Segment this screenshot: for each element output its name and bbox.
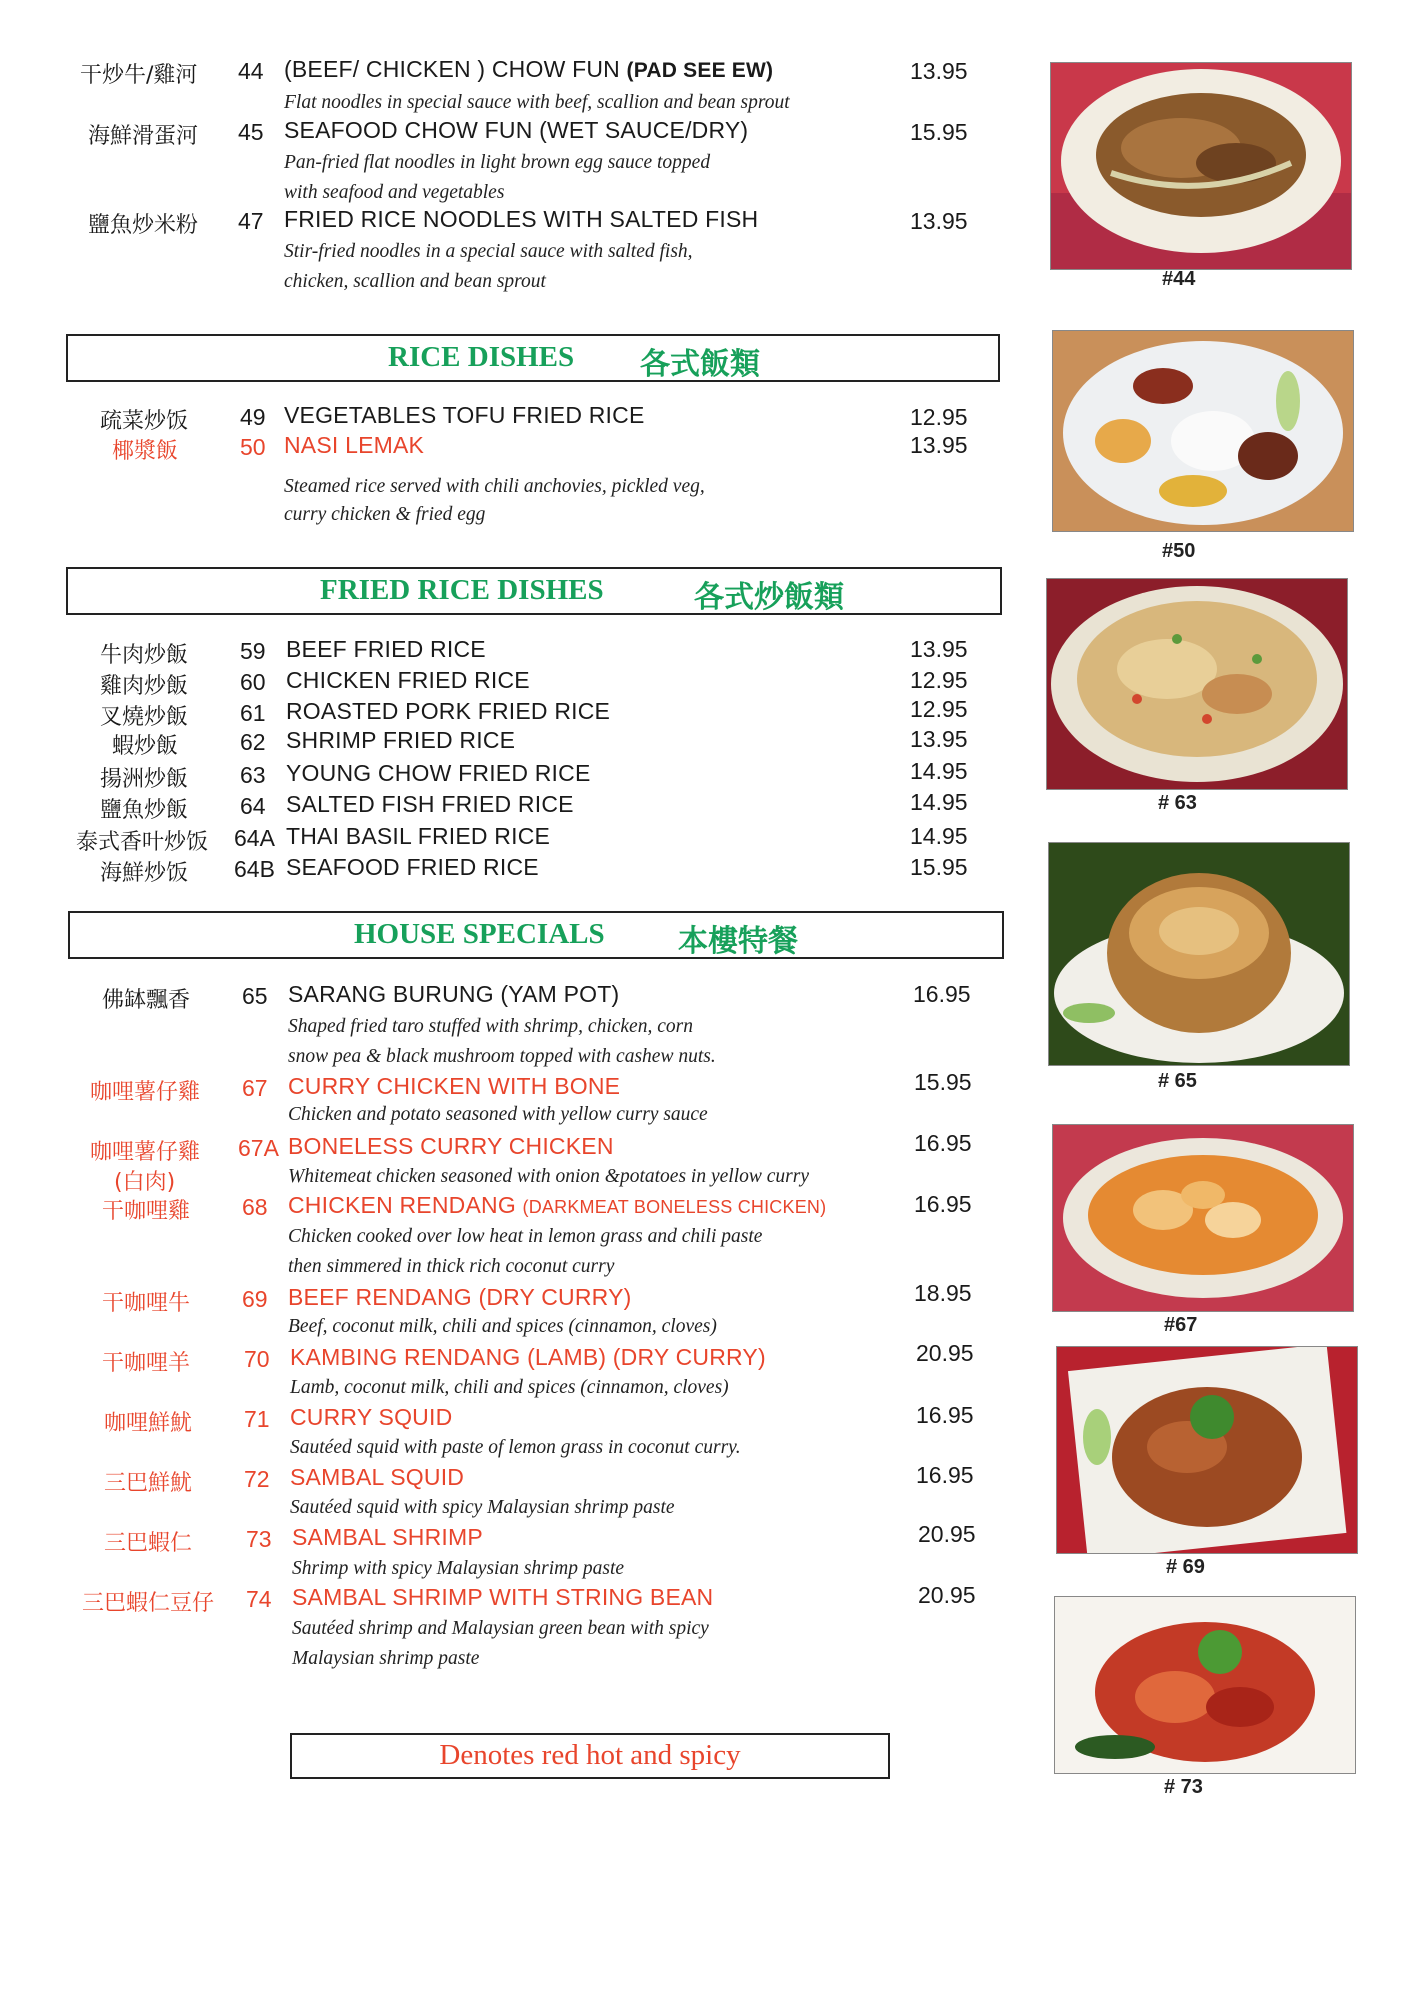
item-74-number: 74 [246, 1586, 272, 1612]
fried-item-price: 13.95 [910, 726, 968, 752]
fried-rice-dishes-title: FRIED RICE DISHES [320, 574, 604, 606]
item-68-name: CHICKEN RENDANG (DARKMEAT BONELESS CHICKEN) [288, 1192, 827, 1218]
item-70-price: 20.95 [916, 1340, 974, 1366]
house-specials-title: HOUSE SPECIALS [354, 918, 605, 950]
item-68-price: 16.95 [914, 1191, 972, 1217]
item-70-chinese: 干咖哩羊 [102, 1351, 191, 1376]
item-69-name: BEEF RENDANG (DRY CURRY) [288, 1284, 632, 1310]
item-67-price: 15.95 [914, 1069, 972, 1095]
item-47-name: FRIED RICE NOODLES WITH SALTED FISH [284, 206, 759, 232]
house-specials-header [68, 911, 1004, 959]
item-68-description-1: Chicken cooked over low heat in lemon grass and chili paste [288, 1226, 763, 1247]
fried-item-price: 12.95 [910, 667, 968, 693]
item-50-price: 13.95 [910, 432, 968, 458]
item-49-price: 12.95 [910, 404, 968, 430]
fried-item-chinese: 揚洲炒飯 [100, 767, 189, 792]
item-44-description: Flat noodles in special sauce with beef, scallion and bean sprout [284, 92, 790, 113]
item-44-chinese: 干炒牛/雞河 [80, 63, 198, 88]
fried-item-number: 61 [240, 700, 266, 726]
fried-item-number: 64B [234, 856, 275, 882]
item-67-number: 67 [242, 1075, 268, 1101]
item-67a-price: 16.95 [914, 1130, 972, 1156]
item-69-description: Beef, coconut milk, chili and spices (cinnamon, cloves) [288, 1316, 717, 1337]
item-72-price: 16.95 [916, 1462, 974, 1488]
item-65-name: SARANG BURUNG (YAM POT) [288, 981, 620, 1007]
photo-caption-44: #44 [1162, 268, 1196, 290]
item-49-number: 49 [240, 404, 266, 430]
fried-item-name: CHICKEN FRIED RICE [286, 667, 530, 693]
item-68-chinese: 干咖哩雞 [102, 1199, 191, 1224]
item-68-description-2: then simmered in thick rich coconut curry [288, 1256, 615, 1277]
item-47-price: 13.95 [910, 208, 968, 234]
item-74-price: 20.95 [918, 1582, 976, 1608]
item-47-description-1: Stir-fried noodles in a special sauce with salted fish, [284, 241, 693, 262]
fried-item-price: 14.95 [910, 789, 968, 815]
fried-item-price: 12.95 [910, 696, 968, 722]
fried-item-name: ROASTED PORK FRIED RICE [286, 698, 611, 724]
item-45-description-2: with seafood and vegetables [284, 182, 505, 203]
fried-item-chinese: 牛肉炒飯 [100, 643, 189, 668]
fried-item-chinese: 海鮮炒饭 [100, 861, 189, 886]
item-49-name: VEGETABLES TOFU FRIED RICE [284, 402, 645, 428]
photo-caption-69: # 69 [1166, 1556, 1205, 1578]
item-67-name: CURRY CHICKEN WITH BONE [288, 1073, 621, 1099]
item-44-name: (BEEF/ CHICKEN ) CHOW FUN (PAD SEE EW) [284, 56, 774, 82]
item-67a-name: BONELESS CURRY CHICKEN [288, 1133, 614, 1159]
item-45-name: SEAFOOD CHOW FUN (WET SAUCE/DRY) [284, 117, 749, 143]
spicy-legend-box [290, 1733, 890, 1779]
item-71-chinese: 咖哩鮮魷 [104, 1411, 193, 1436]
item-74-chinese: 三巴蝦仁豆仔 [82, 1591, 215, 1616]
photo-caption-63: # 63 [1158, 792, 1197, 814]
fried-item-number: 63 [240, 762, 266, 788]
item-73-number: 73 [246, 1526, 272, 1552]
item-65-description-2: snow pea & black mushroom topped with cashew nuts. [288, 1046, 716, 1067]
item-71-price: 16.95 [916, 1402, 974, 1428]
item-68-number: 68 [242, 1194, 268, 1220]
item-70-number: 70 [244, 1346, 270, 1372]
fried-item-chinese: 蝦炒飯 [112, 734, 179, 759]
item-74-description-2: Malaysian shrimp paste [292, 1648, 480, 1669]
item-44-number: 44 [238, 58, 264, 84]
photo-caption-67: #67 [1164, 1314, 1198, 1336]
item-47-description-2: chicken, scallion and bean sprout [284, 271, 546, 292]
item-73-description: Shrimp with spicy Malaysian shrimp paste [292, 1558, 625, 1579]
fried-item-price: 13.95 [910, 636, 968, 662]
item-69-chinese: 干咖哩牛 [102, 1291, 191, 1316]
fried-item-number: 59 [240, 638, 266, 664]
item-47-number: 47 [238, 208, 264, 234]
item-47-chinese: 鹽魚炒米粉 [88, 213, 199, 238]
fried-item-name: SALTED FISH FRIED RICE [286, 791, 574, 817]
fried-item-number: 64 [240, 793, 266, 819]
item-73-name: SAMBAL SHRIMP [292, 1524, 483, 1550]
item-73-price: 20.95 [918, 1521, 976, 1547]
fried-rice-dishes-title-chinese: 各式炒飯類 [694, 580, 844, 615]
fried-item-chinese: 鹽魚炒飯 [100, 798, 189, 823]
item-50-chinese: 椰漿飯 [112, 439, 179, 464]
item-50-description-2: curry chicken & fried egg [284, 504, 486, 525]
item-71-description: Sautéed squid with paste of lemon grass in coconut curry. [290, 1437, 741, 1458]
fried-item-name: SEAFOOD FRIED RICE [286, 854, 539, 880]
item-70-name: KAMBING RENDANG (LAMB) (DRY CURRY) [290, 1344, 766, 1370]
photo-dish-69 [1056, 1346, 1358, 1554]
item-67a-description: Whitemeat chicken seasoned with onion &potatoes in yellow curry [288, 1166, 809, 1187]
item-69-number: 69 [242, 1286, 268, 1312]
photo-caption-73: # 73 [1164, 1776, 1203, 1798]
photo-dish-67 [1052, 1124, 1354, 1312]
spicy-legend-text: Denotes red hot and spicy [439, 1739, 741, 1771]
photo-dish-44 [1050, 62, 1352, 270]
item-67-chinese: 咖哩薯仔雞 [90, 1080, 201, 1105]
fried-item-price: 15.95 [910, 854, 968, 880]
item-70-description: Lamb, coconut milk, chili and spices (cinnamon, cloves) [290, 1377, 729, 1398]
item-45-number: 45 [238, 119, 264, 145]
item-50-description-1: Steamed rice served with chili anchovies, pickled veg, [284, 476, 705, 497]
item-71-name: CURRY SQUID [290, 1404, 453, 1430]
item-73-chinese: 三巴蝦仁 [104, 1531, 193, 1556]
item-67a-chinese: 咖哩薯仔雞 [90, 1140, 201, 1165]
item-50-number: 50 [240, 434, 266, 460]
fried-item-number: 60 [240, 669, 266, 695]
rice-dishes-title: RICE DISHES [388, 341, 575, 373]
fried-item-chinese: 叉燒炒飯 [100, 705, 189, 730]
item-72-number: 72 [244, 1466, 270, 1492]
photo-dish-73 [1054, 1596, 1356, 1774]
item-71-number: 71 [244, 1406, 270, 1432]
item-65-chinese: 佛缽飄香 [102, 988, 191, 1013]
item-74-name: SAMBAL SHRIMP WITH STRING BEAN [292, 1584, 714, 1610]
photo-dish-63 [1046, 578, 1348, 790]
item-74-description-1: Sautéed shrimp and Malaysian green bean with spicy [292, 1618, 709, 1639]
item-44-price: 13.95 [910, 58, 968, 84]
item-72-description: Sautéed squid with spicy Malaysian shrimp paste [290, 1497, 675, 1518]
item-65-price: 16.95 [913, 981, 971, 1007]
item-67-description: Chicken and potato seasoned with yellow curry sauce [288, 1104, 708, 1125]
item-72-name: SAMBAL SQUID [290, 1464, 465, 1490]
rice-dishes-title-chinese: 各式飯類 [640, 347, 760, 382]
fried-item-number: 62 [240, 729, 266, 755]
item-49-chinese: 疏菜炒饭 [100, 409, 189, 434]
item-67a-chinese-note: (白肉) [114, 1170, 176, 1195]
fried-item-number: 64A [234, 825, 275, 851]
fried-rice-dishes-header [66, 567, 1002, 615]
photo-caption-50: #50 [1162, 540, 1196, 562]
item-45-description-1: Pan-fried flat noodles in light brown egg sauce topped [284, 152, 711, 173]
fried-item-price: 14.95 [910, 758, 968, 784]
item-67a-number: 67A [238, 1135, 279, 1161]
item-72-chinese: 三巴鮮魷 [104, 1471, 193, 1496]
item-45-price: 15.95 [910, 119, 968, 145]
fried-item-chinese: 雞肉炒飯 [100, 674, 189, 699]
house-specials-title-chinese: 本樓特餐 [678, 924, 798, 959]
photo-dish-50 [1052, 330, 1354, 532]
fried-item-name: YOUNG CHOW FRIED RICE [286, 760, 591, 786]
item-65-number: 65 [242, 983, 268, 1009]
item-65-description-1: Shaped fried taro stuffed with shrimp, chicken, corn [288, 1016, 693, 1037]
rice-dishes-header [66, 334, 1000, 382]
item-45-chinese: 海鮮滑蛋河 [88, 124, 199, 149]
item-50-name: NASI LEMAK [284, 432, 425, 458]
fried-item-name: THAI BASIL FRIED RICE [286, 823, 551, 849]
fried-item-name: BEEF FRIED RICE [286, 636, 486, 662]
fried-item-name: SHRIMP FRIED RICE [286, 727, 516, 753]
photo-caption-65: # 65 [1158, 1070, 1197, 1092]
item-69-price: 18.95 [914, 1280, 972, 1306]
fried-item-price: 14.95 [910, 823, 968, 849]
photo-dish-65 [1048, 842, 1350, 1066]
fried-item-chinese: 泰式香叶炒饭 [76, 830, 209, 855]
